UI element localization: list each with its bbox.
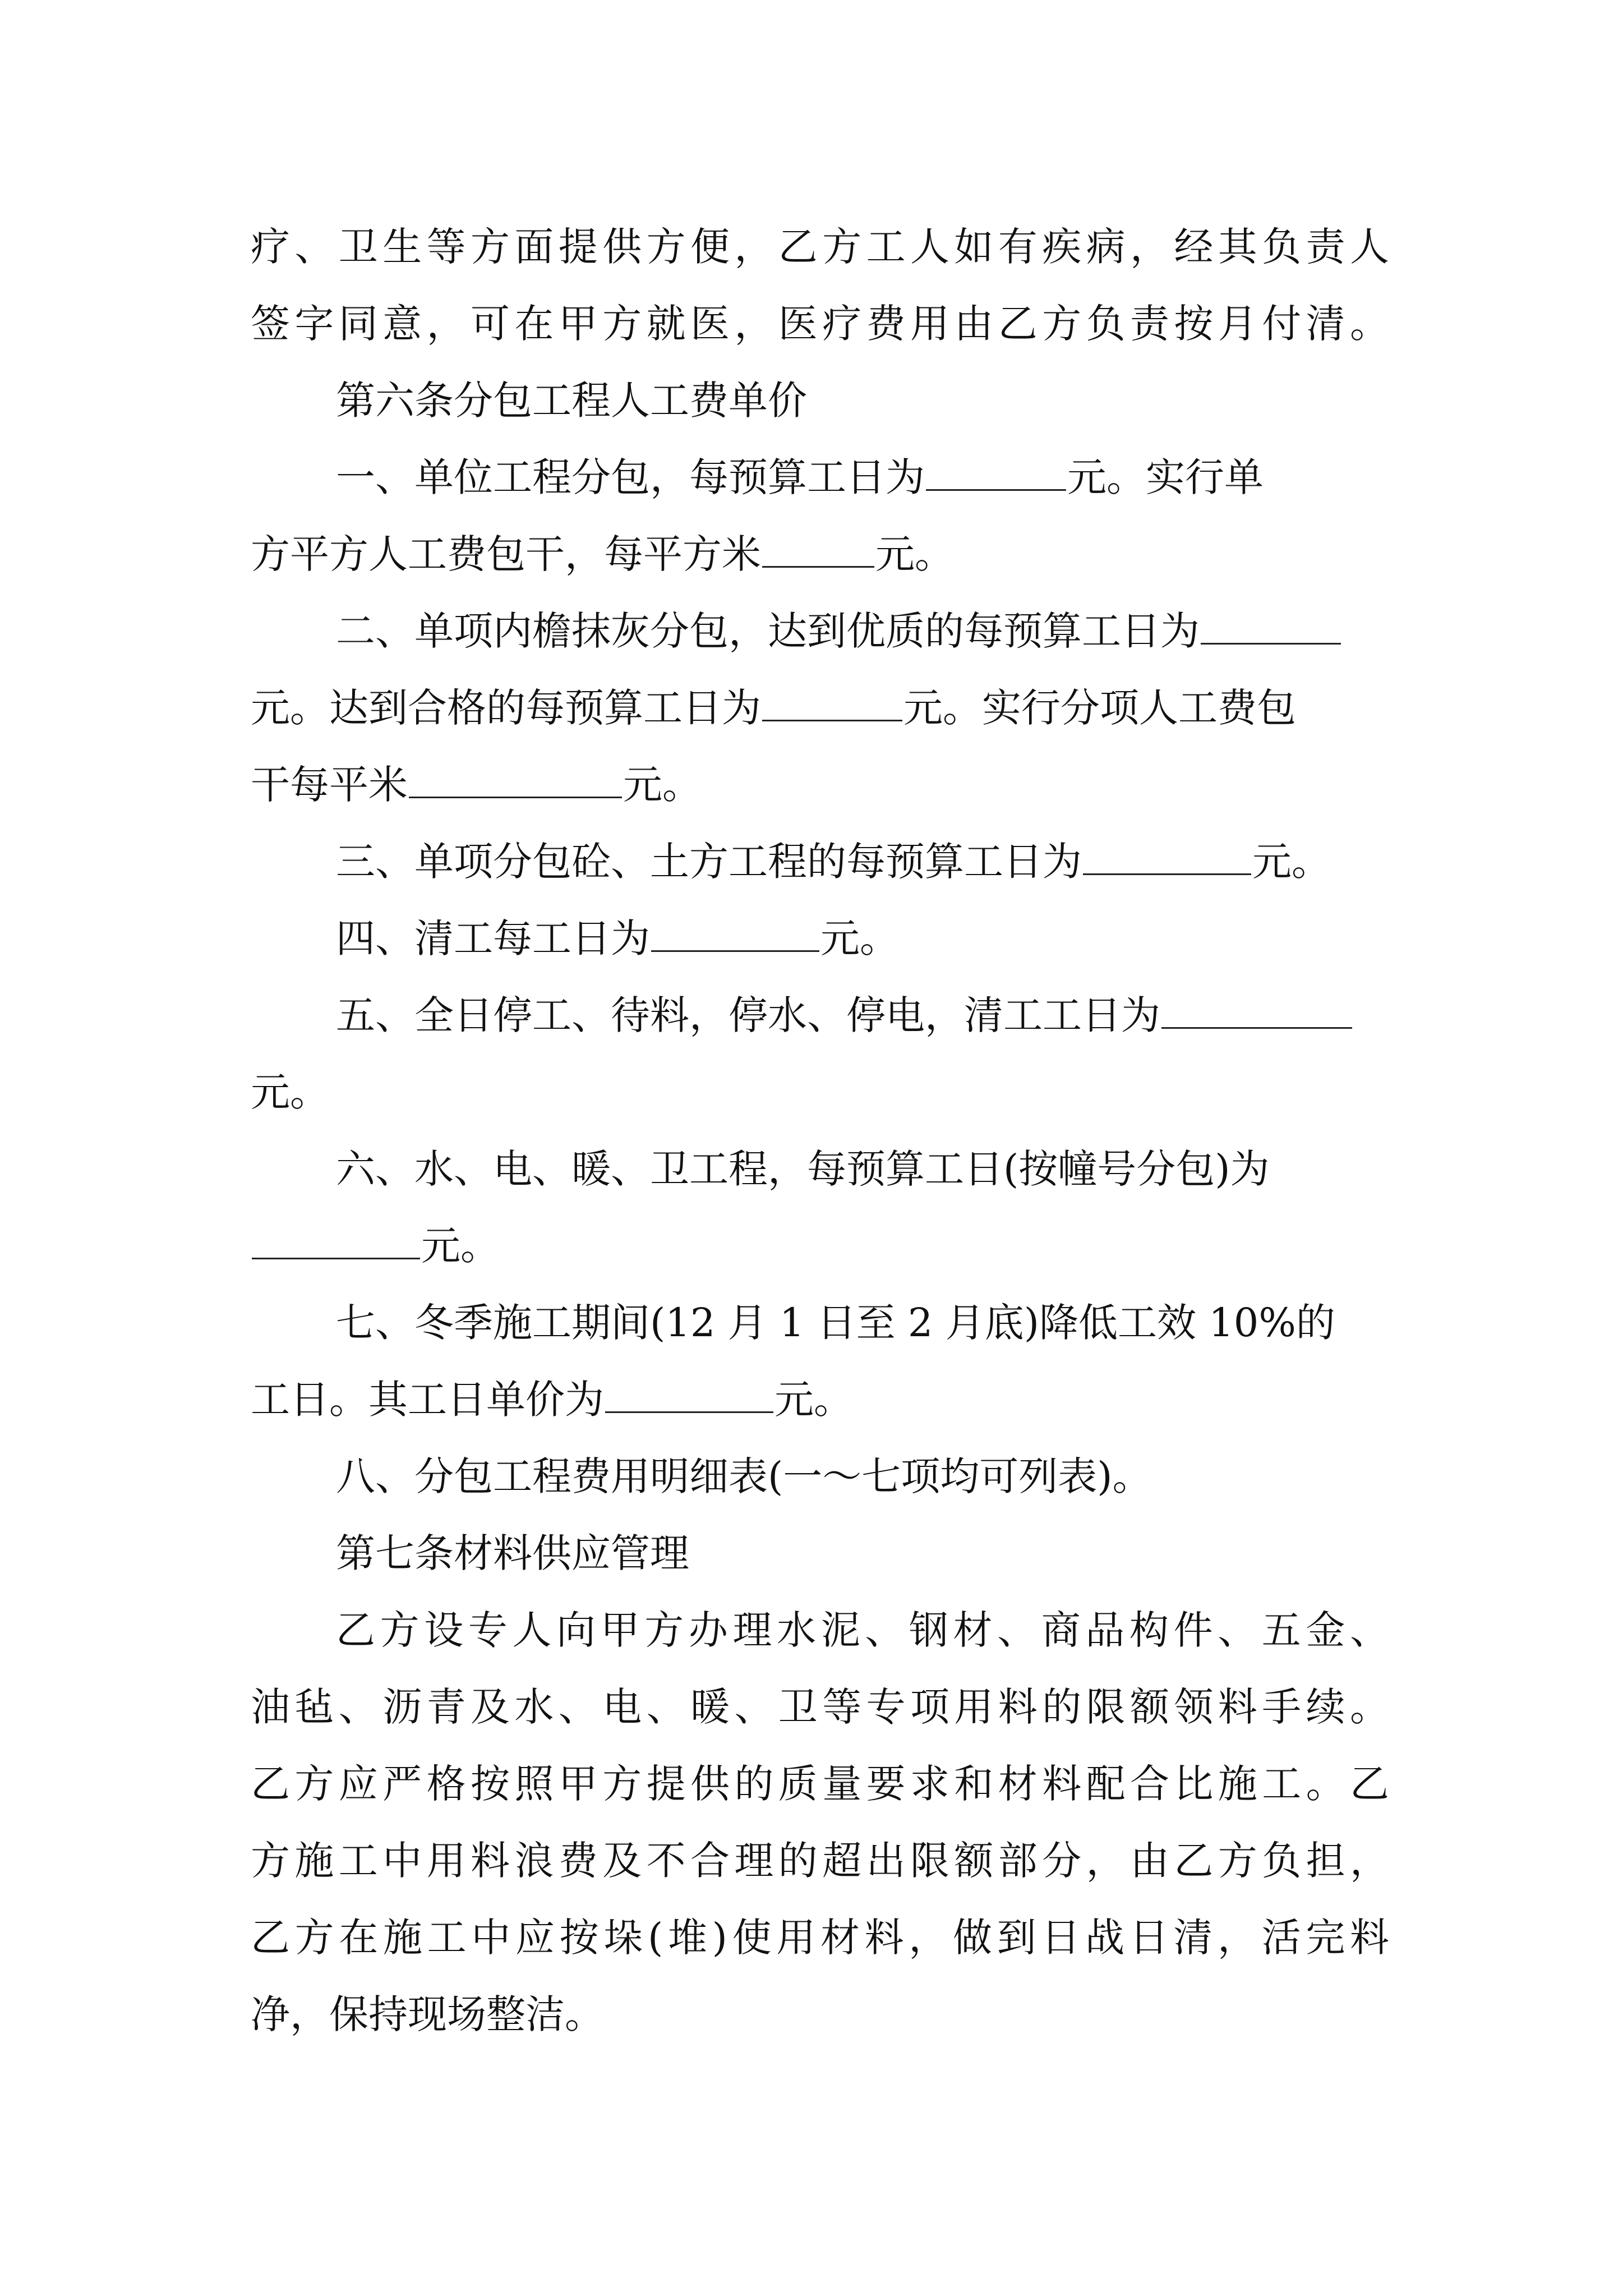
text-segment: 一、单位工程分包，每预算工日为	[336, 454, 925, 500]
paragraph-line	[251, 1050, 1389, 1134]
paragraph-line: 乙方在施工中应按垛(堆)使用材料，做到日战日清，活完料	[251, 1915, 1389, 1961]
fill-in-blank	[1161, 990, 1352, 1029]
fill-in-blank	[409, 760, 622, 799]
paragraph-line	[336, 820, 1389, 904]
paragraph-line	[336, 973, 1389, 1057]
section-heading: 第七条材料供应管理	[336, 1530, 689, 1576]
paragraph-line: 乙方设专人向甲方办理水泥、钢材、商品构件、五金、	[336, 1607, 1389, 1653]
paragraph-line: 净，保持现场整洁。	[251, 1991, 604, 2037]
paragraph-line	[336, 435, 1389, 519]
text-segment: 元。实行单	[1067, 454, 1264, 500]
text-segment: 二、单项内檐抹灰分包，达到优质的每预算工日为	[336, 608, 1200, 654]
paragraph-line: 乙方应严格按照甲方提供的质量要求和材料配合比施工。乙	[251, 1761, 1389, 1807]
paragraph-line	[336, 1281, 1389, 1365]
paragraph-line: 方施工中用料浪费及不合理的超出限额部分，由乙方负担，	[251, 1838, 1389, 1884]
text-segment: 七、冬季施工期间(12 月 1 日至 2 月底)降低工效 10%的	[336, 1300, 1335, 1346]
paragraph-line	[336, 1127, 1389, 1211]
text-segment: 元。	[251, 1069, 329, 1115]
paragraph-line	[251, 512, 1389, 596]
paragraph-line	[336, 589, 1389, 673]
paragraph-line: 八、分包工程费用明细表(一～七项均可列表)。	[336, 1453, 1152, 1499]
text-segment: 元。	[875, 531, 954, 577]
text-segment: 元。实行分项人工费包	[903, 685, 1296, 731]
text-segment: 元。	[774, 1377, 853, 1423]
paragraph-line	[251, 666, 1389, 750]
paragraph-line	[251, 1358, 1389, 1442]
text-segment: 工日。其工日单价为	[251, 1377, 604, 1423]
paragraph-line	[336, 896, 1389, 981]
fill-in-blank	[252, 1221, 420, 1260]
paragraph-line	[251, 1204, 1389, 1288]
text-segment: 干每平米	[251, 762, 408, 808]
text-segment: 元。	[623, 762, 702, 808]
text-segment: 元。	[1252, 839, 1331, 885]
section-heading: 第六条分包工程人工费单价	[336, 378, 807, 424]
fill-in-blank	[1083, 836, 1251, 876]
paragraph-line: 油毡、沥青及水、电、暖、卫等专项用料的限额领料手续。	[251, 1684, 1389, 1730]
text-segment: 方平方人工费包干，每平方米	[251, 531, 761, 577]
text-segment: 六、水、电、暖、卫工程，每预算工日(按幢号分包)为	[336, 1146, 1270, 1192]
fill-in-blank	[651, 913, 819, 953]
paragraph-line: 签字同意，可在甲方就医，医疗费用由乙方负责按月付清。	[251, 301, 1389, 347]
fill-in-blank	[762, 683, 902, 722]
text-segment: 元。	[421, 1223, 500, 1269]
text-segment: 元。	[820, 915, 899, 961]
text-segment: 四、清工每工日为	[336, 915, 650, 961]
text-segment: 五、全日停工、待料，停水、停电，清工工日为	[336, 992, 1160, 1038]
fill-in-blank	[926, 452, 1066, 491]
fill-in-blank	[605, 1374, 773, 1414]
paragraph-line: 疗、卫生等方面提供方便，乙方工人如有疾病，经其负责人	[251, 224, 1389, 270]
text-segment: 三、单项分包砼、土方工程的每预算工日为	[336, 839, 1082, 885]
text-segment: 元。达到合格的每预算工日为	[251, 685, 761, 731]
paragraph-line	[251, 743, 1389, 827]
fill-in-blank	[1201, 606, 1341, 645]
fill-in-blank	[762, 529, 874, 568]
